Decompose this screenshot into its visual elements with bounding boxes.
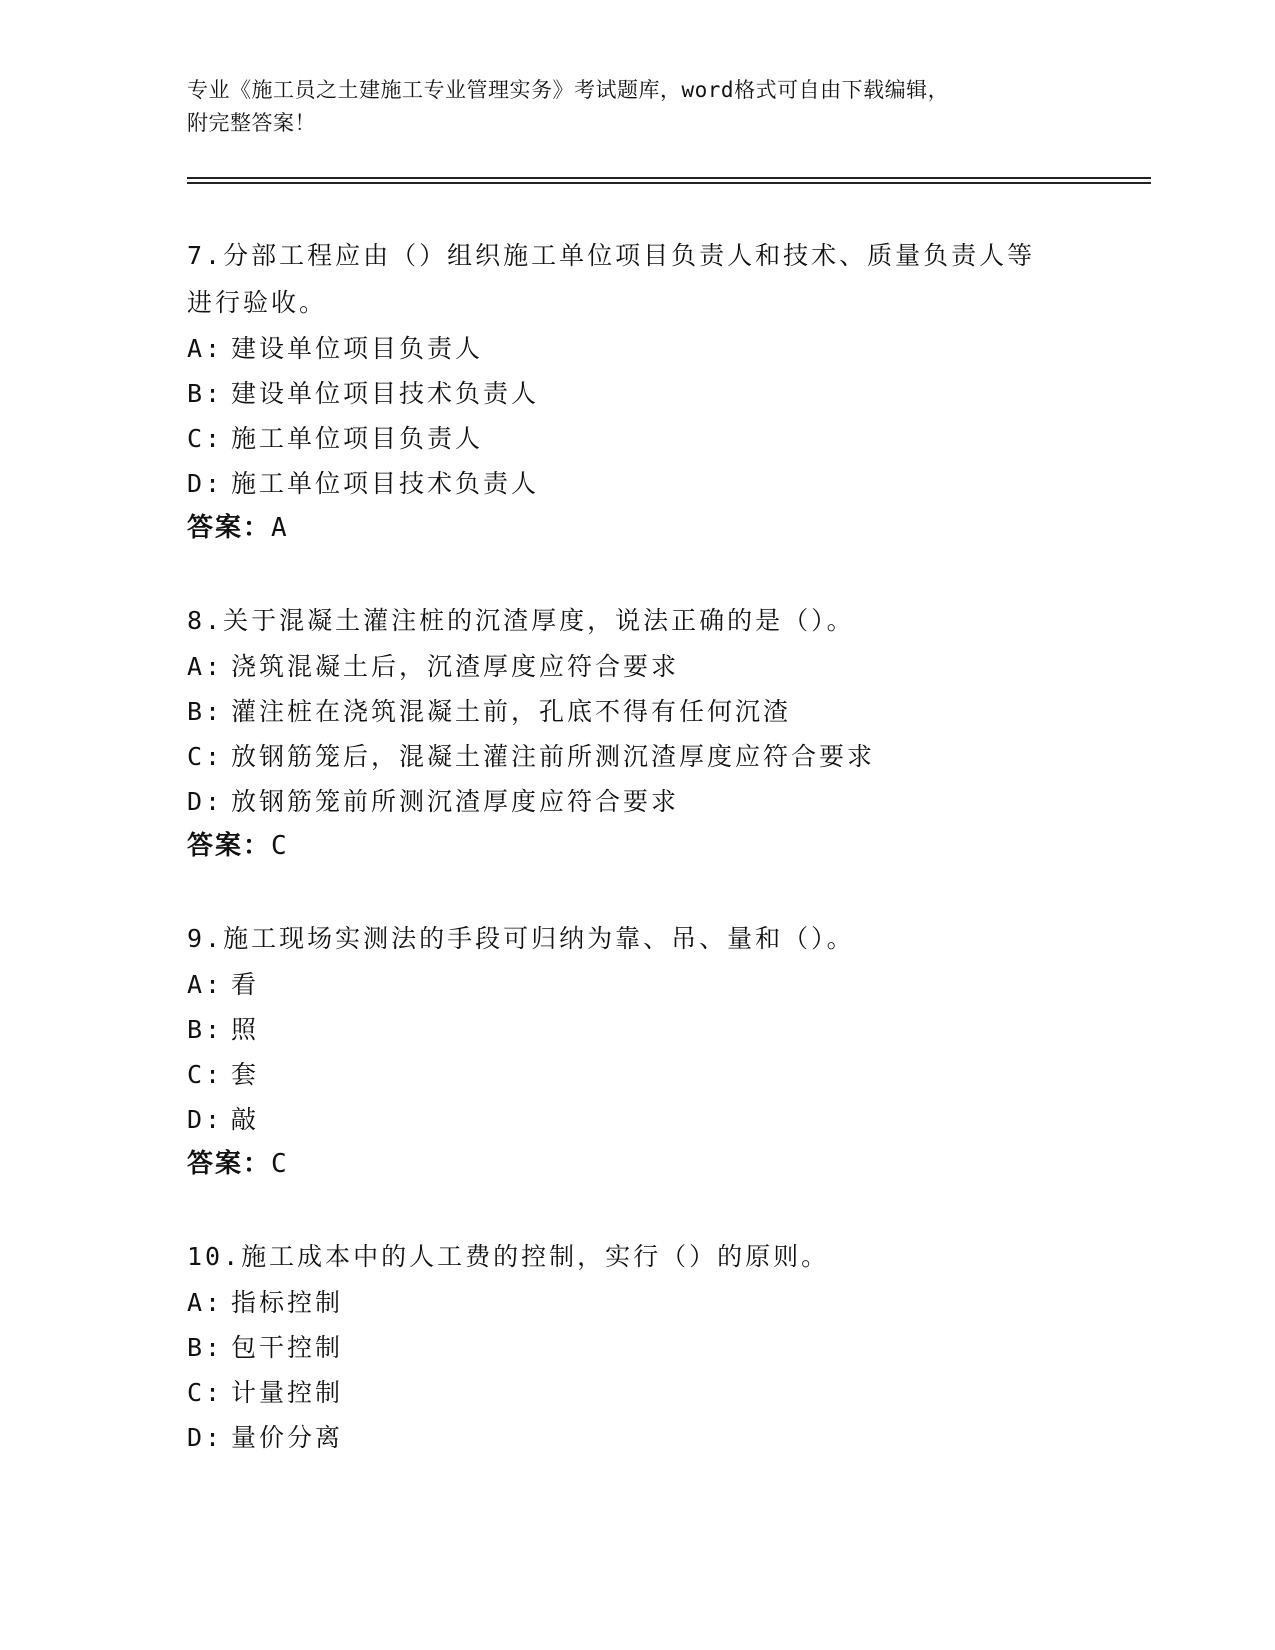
option-letter: D: [187,1423,224,1452]
option-text: 量价分离 [231,1423,344,1452]
option-c [187,416,1087,461]
question-stem-line-1: 7.分部工程应由（）组织施工单位项目负责人和技术、质量负责人等 [187,241,1036,270]
option-letter: C: [187,424,224,453]
question-stem [187,1233,1087,1280]
answer-label: 答案： [187,513,272,543]
answer-line [187,824,1087,869]
option-c [187,734,1087,779]
question-stem [187,597,1087,644]
option-letter: D: [187,469,224,498]
option-b [187,371,1087,416]
option-text: 建设单位项目技术负责人 [231,379,540,408]
header-divider-top [187,177,1151,179]
header-divider-bottom [187,182,1151,184]
option-text: 放钢筋笼后，混凝土灌注前所测沉渣厚度应符合要求 [231,742,876,771]
answer-label: 答案： [187,831,272,861]
question-7 [187,232,1087,551]
option-letter: B: [187,1333,224,1362]
option-a [187,1280,1087,1325]
option-d [187,1415,1087,1460]
option-b [187,689,1087,734]
question-stem-line-1: 8.关于混凝土灌注桩的沉渣厚度，说法正确的是（）。 [187,606,855,635]
header-line-1: 专业《施工员之土建施工专业管理实务》考试题库，word格式可自由下载编辑， [187,78,950,102]
option-text: 照 [231,1015,260,1044]
question-10 [187,1233,1087,1460]
option-text: 套 [231,1060,260,1089]
document-header [187,74,1087,140]
option-text: 看 [231,970,260,999]
option-c [187,1052,1087,1097]
option-d [187,1097,1087,1142]
question-stem-line-1: 9.施工现场实测法的手段可归纳为靠、吊、量和（）。 [187,924,855,953]
header-line-2: 附完整答案！ [187,111,316,135]
option-b [187,1325,1087,1370]
answer-label: 答案： [187,1149,272,1179]
option-letter: A: [187,652,224,681]
option-text: 施工单位项目负责人 [231,424,484,453]
answer-value: A [271,513,289,543]
option-letter: A: [187,334,224,363]
answer-line [187,506,1087,551]
option-text: 灌注桩在浇筑混凝土前，孔底不得有任何沉渣 [231,697,792,726]
option-text: 施工单位项目技术负责人 [231,469,540,498]
question-stem-line-1: 10.施工成本中的人工费的控制，实行（）的原则。 [187,1242,830,1271]
question-stem-line-2: 进行验收。 [187,288,328,317]
option-text: 敲 [231,1105,260,1134]
option-letter: A: [187,1288,224,1317]
option-text: 计量控制 [231,1378,344,1407]
option-a [187,962,1087,1007]
answer-line [187,1142,1087,1187]
option-c [187,1370,1087,1415]
option-letter: C: [187,1060,224,1089]
option-text: 指标控制 [231,1288,344,1317]
option-a [187,326,1087,371]
option-letter: D: [187,787,224,816]
option-text: 建设单位项目负责人 [231,334,484,363]
question-9 [187,915,1087,1187]
option-letter: B: [187,1015,224,1044]
option-letter: D: [187,1105,224,1134]
option-text: 包干控制 [231,1333,344,1362]
question-stem [187,232,1087,326]
option-d [187,461,1087,506]
option-a [187,644,1087,689]
option-letter: C: [187,1378,224,1407]
question-stem [187,915,1087,962]
option-letter: C: [187,742,224,771]
option-letter: B: [187,697,224,726]
option-d [187,779,1087,824]
answer-value: C [271,831,289,861]
option-text: 放钢筋笼前所测沉渣厚度应符合要求 [231,787,680,816]
option-b [187,1007,1087,1052]
question-8 [187,597,1087,869]
option-letter: B: [187,379,224,408]
option-text: 浇筑混凝土后，沉渣厚度应符合要求 [231,652,680,681]
answer-value: C [271,1149,289,1179]
option-letter: A: [187,970,224,999]
